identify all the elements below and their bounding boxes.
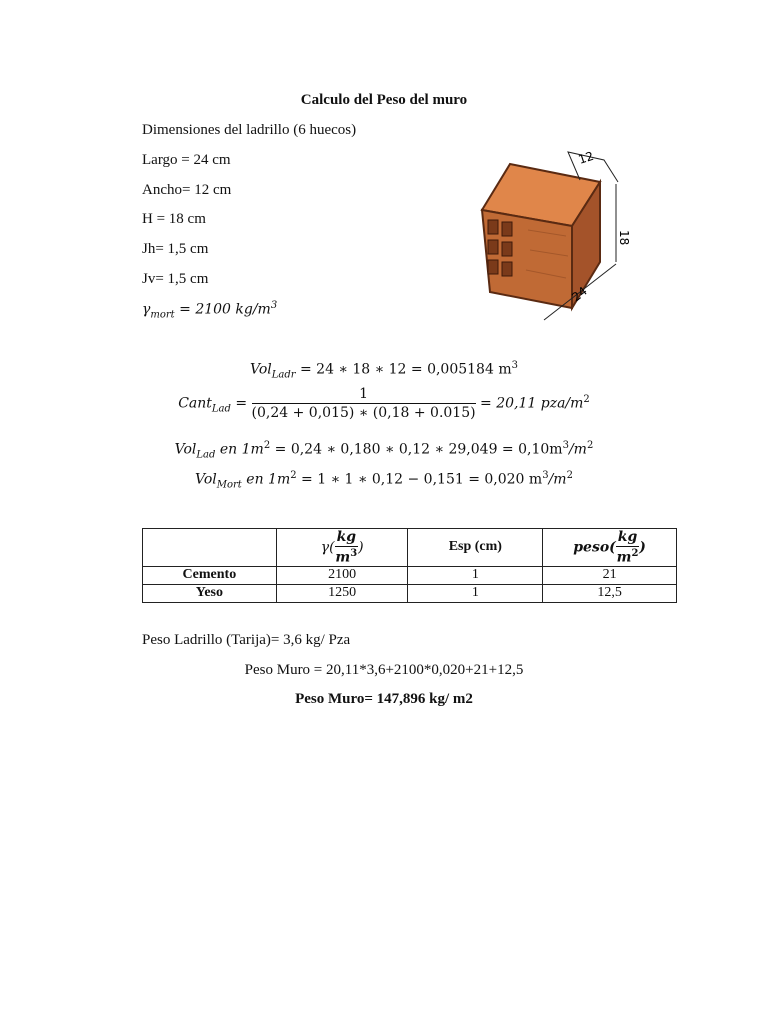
- table-header-gamma-suffix: ): [358, 539, 364, 556]
- table-header-esp: Esp (cm): [408, 529, 543, 567]
- table-header-gamma-prefix: γ(: [320, 539, 335, 556]
- brick-illustration: [468, 140, 638, 330]
- table-cell-name: Yeso: [143, 584, 277, 602]
- table-cell-gamma: 2100: [276, 566, 408, 584]
- page-title: Calculo del Peso del muro: [300, 92, 468, 108]
- eq-cant-lad-sub: Lad: [211, 403, 231, 415]
- jh-line: Jh= 1,5 cm: [142, 241, 209, 257]
- peso-muro-result: Peso Muro= 147,896 kg/ m2: [295, 691, 473, 707]
- eq-vol-mort-m2-sup1: 2: [290, 470, 297, 481]
- peso-ladrillo-line: Peso Ladrillo (Tarija)= 3,6 kg/ Pza: [142, 632, 351, 648]
- eq-cant-lad: Cant$_{Lad}$ = $\frac{1}{(0,24 + 0,015) ∗ (0,18 + 0.015)}$ = 20,11 pza/$m^2$: [178, 386, 590, 421]
- eq-vol-lad-m2-sup3: 2: [586, 440, 594, 451]
- table-cell-esp: 1: [408, 584, 543, 602]
- eq-cant-lad-fraction: [252, 386, 476, 421]
- gamma-mort-line: [142, 300, 277, 320]
- dimensions-heading: Dimensiones del ladrillo (6 huecos): [142, 122, 357, 138]
- brick-hole: [488, 260, 498, 274]
- table-row: [143, 566, 677, 584]
- eq-vol-lad-m2-lhs: Vol: [174, 441, 197, 458]
- materials-table: [142, 528, 677, 603]
- eq-vol-ladr-sub: Ladr: [271, 369, 296, 381]
- eq-vol-mort-m2-sup3: 2: [566, 470, 573, 481]
- table-header-row: [143, 529, 677, 567]
- eq-vol-lad-m2-mid: en 1m: [215, 441, 264, 458]
- eq-vol-ladr-rhs: = 24 ∗ 18 ∗ 12 = 0,005184 m: [295, 361, 512, 378]
- table-header-gamma: [276, 529, 408, 567]
- brick-hole: [502, 222, 512, 236]
- table-header-gamma-num: kg: [336, 529, 357, 545]
- table-cell-name: Cemento: [143, 566, 277, 584]
- largo-line: Largo = 24 cm: [142, 152, 231, 168]
- eq-cant-lad-den: (0,24 + 0,015) ∗ (0,18 + 0.015): [251, 405, 476, 421]
- eq-cant-lad-sup: 2: [583, 393, 590, 405]
- eq-vol-lad-m2-rhs: = 0,24 ∗ 0,180 ∗ 0,12 ∗ 29,049 = 0,10m: [270, 441, 563, 458]
- table-header-empty: [143, 529, 277, 567]
- table-header-peso: [543, 529, 677, 567]
- table-header-peso-den: m: [616, 549, 632, 566]
- eq-cant-lad-rhs: = 20,11 pza/m: [480, 395, 584, 412]
- brick-dim-bottom: 24: [569, 283, 590, 305]
- eq-vol-mort-m2-lhs: Vol: [195, 471, 217, 488]
- table-cell-peso: 21: [543, 566, 677, 584]
- brick-dim-side: 18: [617, 230, 631, 246]
- eq-vol-mort-m2: [0, 470, 768, 490]
- table-cell-esp: 1: [408, 566, 543, 584]
- table-header-peso-suffix: ): [639, 539, 646, 556]
- jv-line: Jv= 1,5 cm: [142, 271, 209, 287]
- eq-vol-lad-m2-sub: Lad: [196, 449, 216, 461]
- table-header-peso-den-sup: 2: [631, 548, 639, 559]
- eq-vol-mort-m2-tail: /m: [548, 471, 567, 488]
- brick-hole: [502, 262, 512, 276]
- eq-vol-lad-m2: [0, 440, 768, 460]
- eq-vol-ladr-lhs: Vol: [250, 361, 272, 378]
- table-header-peso-num: kg: [617, 529, 638, 545]
- eq-vol-lad-m2-tail: /m: [568, 441, 587, 458]
- eq-vol-lad-m2-sup1: 2: [263, 440, 271, 451]
- eq-cant-lad-lhs: Cant: [178, 395, 212, 412]
- eq-vol-mort-m2-mid: en 1m: [241, 471, 291, 488]
- table-header-gamma-den-sup: 3: [350, 548, 358, 559]
- h-line: H = 18 cm: [142, 211, 206, 227]
- gamma-value: = 2100 kg/m: [174, 301, 271, 318]
- table-header-gamma-den: m: [335, 549, 351, 566]
- gamma-symbol: γ: [142, 301, 151, 318]
- brick-hole: [488, 220, 498, 234]
- eq-vol-mort-m2-sub: Mort: [216, 479, 242, 491]
- gamma-exponent: 3: [270, 300, 278, 311]
- brick-dim-top: 12: [576, 148, 596, 167]
- table-row: [143, 584, 677, 602]
- table-cell-peso: 12,5: [543, 584, 677, 602]
- table-header-peso-fraction: [616, 529, 640, 566]
- table-header-peso-prefix: peso(: [573, 539, 616, 556]
- eq-vol-mort-m2-rhs: = 1 ∗ 1 ∗ 0,12 − 0,151 = 0,020 m: [296, 471, 543, 488]
- eq-vol-mort-m2-sup2: 3: [542, 470, 549, 481]
- brick-hole: [488, 240, 498, 254]
- gamma-subscript: mort: [150, 309, 175, 321]
- peso-muro-formula: Peso Muro = 20,11*3,6+2100*0,020+21+12,5: [244, 662, 524, 678]
- brick-hole: [502, 242, 512, 256]
- eq-vol-lad-m2-sup2: 3: [562, 440, 569, 451]
- table-header-gamma-fraction: [335, 529, 359, 566]
- table-cell-gamma: 1250: [276, 584, 408, 602]
- eq-cant-lad-num: 1: [252, 386, 476, 404]
- eq-vol-ladr-sup: 3: [511, 360, 518, 371]
- eq-vol-ladr: [0, 360, 768, 380]
- ancho-line: Ancho= 12 cm: [142, 182, 232, 198]
